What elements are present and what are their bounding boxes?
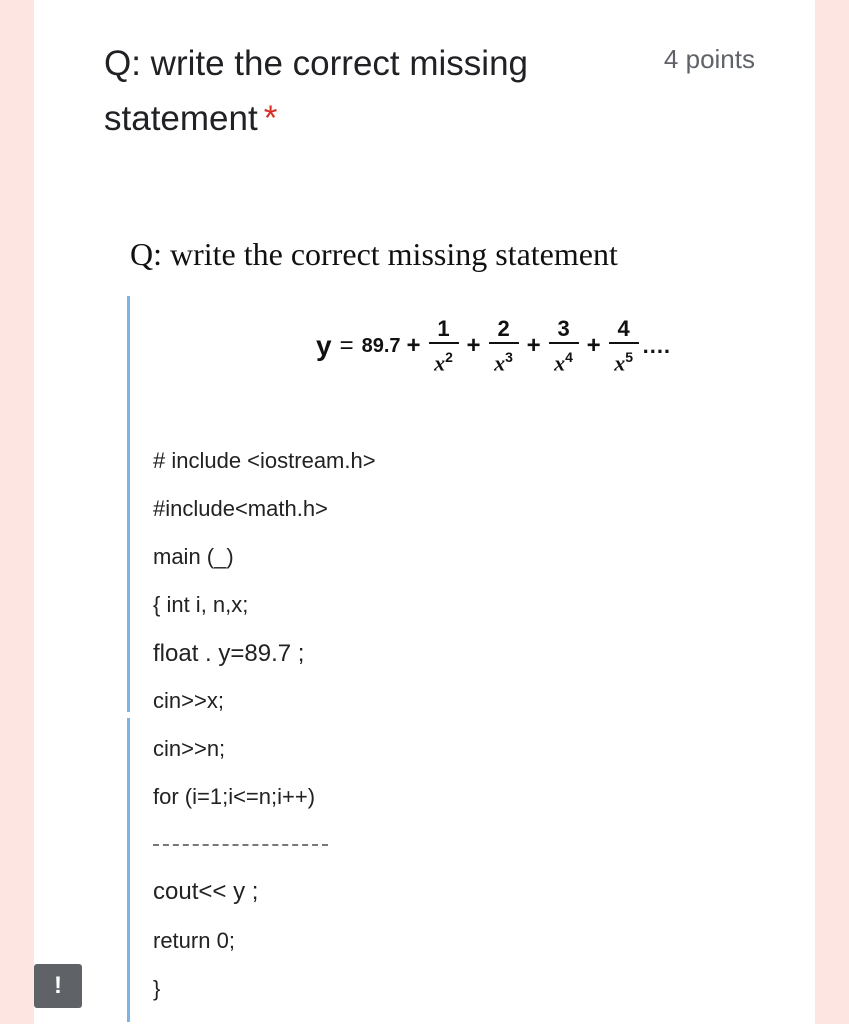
formula-lhs: y — [316, 330, 332, 361]
term-denominator: $x^5$ — [614, 348, 633, 376]
formula-term — [429, 316, 459, 376]
question-card — [34, 0, 815, 1024]
question-title-text: Q: write the correct missing statement — [104, 44, 528, 138]
series-formula — [316, 306, 671, 386]
formula-plus: + — [406, 332, 421, 359]
formula-plus: + — [466, 332, 481, 359]
missing-statement-blank — [153, 844, 328, 846]
code-line-declare-int: { int i, n,x; — [153, 592, 249, 617]
exclamation-icon[interactable]: ! — [34, 964, 82, 1008]
term-denominator: $x^2$ — [434, 348, 453, 376]
term-numerator: 4 — [617, 315, 630, 341]
term-denominator: $x^4$ — [554, 348, 573, 376]
formula-ellipsis: .... — [642, 333, 672, 358]
term-numerator: 1 — [437, 315, 450, 341]
code-line-main: main (_) — [153, 544, 234, 569]
code-line-for-loop: for (i=1;i<=n;i++) — [153, 784, 316, 809]
formula-term — [489, 316, 519, 376]
code-line-close-brace: } — [153, 976, 161, 1001]
code-line-cin-n: cin>>n; — [153, 736, 226, 761]
code-line-include-iostream: # include <iostream.h> — [153, 448, 376, 473]
question-title — [104, 36, 614, 146]
formula-term — [609, 316, 639, 376]
code-line-include-math: #include<math.h> — [153, 496, 328, 521]
code-line-cout: cout<< y ; — [153, 878, 259, 905]
code-line-return: return 0; — [153, 928, 235, 953]
formula-constant: 89.7 — [361, 334, 401, 357]
image-border-line — [127, 296, 130, 712]
code-line-declare-float: float . y=89.7 ; — [153, 640, 305, 667]
formula-term — [549, 316, 579, 376]
term-numerator: 3 — [557, 315, 570, 341]
term-numerator: 2 — [497, 315, 510, 341]
code-line-cin-x: cin>>x; — [153, 688, 224, 713]
formula-plus: + — [586, 332, 601, 359]
formula-equals: = — [339, 332, 354, 359]
term-denominator: $x^3$ — [494, 348, 513, 376]
points-label: 4 points — [663, 44, 755, 74]
formula-plus: + — [526, 332, 541, 359]
required-asterisk: * — [263, 99, 278, 138]
image-border-line-lower — [127, 718, 130, 1022]
image-title: Q: write the correct missing statement — [130, 236, 618, 272]
